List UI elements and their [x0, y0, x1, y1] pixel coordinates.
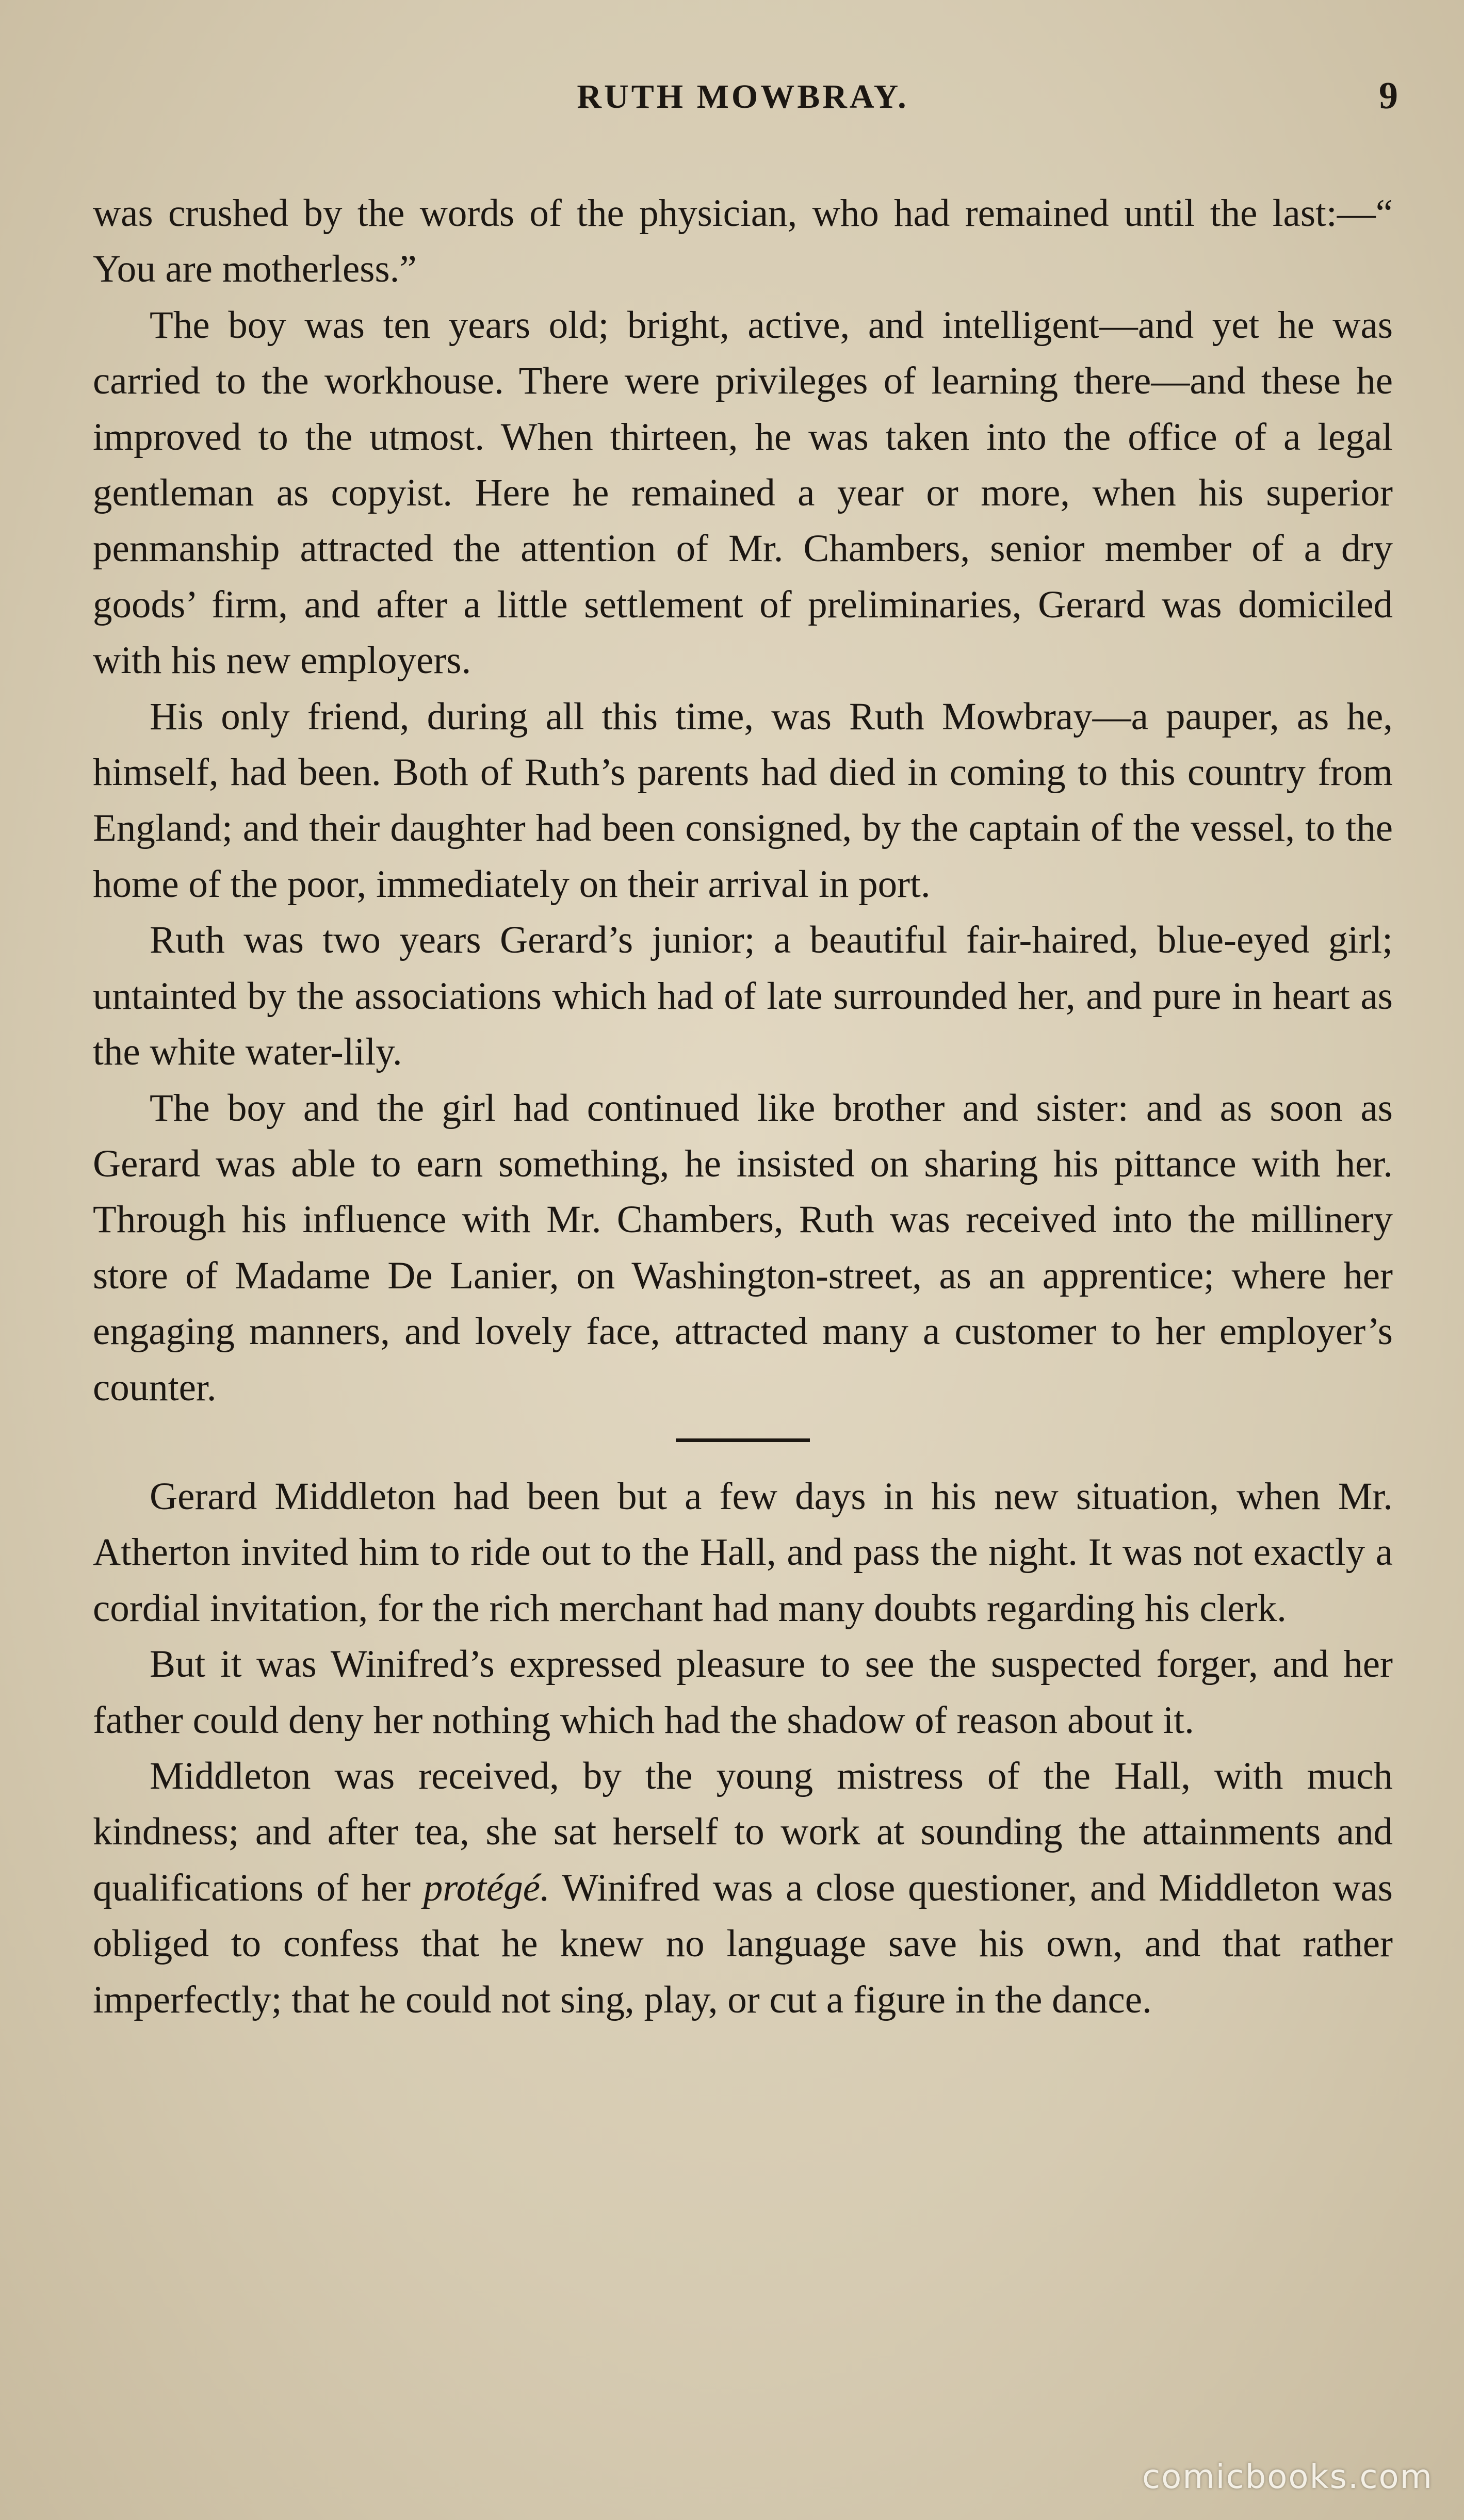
paragraph: was crushed by the words of the physician, who had remained until the last:—“ You are motherless.”: [93, 192, 1393, 291]
paragraph: Ruth was two years Gerard’s junior; a beautiful fair-haired, blue-eyed girl; untainted by the associations which had of late surrounded her, and pure in heart as the white water-lily.: [93, 919, 1393, 1074]
paragraph: [93, 1748, 1393, 2028]
running-title: RUTH MOWBRAY.: [577, 78, 909, 116]
section-divider-rule: [676, 1438, 810, 1442]
paragraph: His only friend, during all this time, was Ruth Mowbray—a pauper, as he, himself, had been. Both of Ruth’s parents had died in coming to this country from England; and their daughter had been consigned, by the captain of the vessel, to the home of the poor, immediately on their arrival in port.: [93, 695, 1393, 906]
paragraph: Gerard Middleton had been but a few days in his new situation, when Mr. Atherton invited him to ride out to the Hall, and pass the night. It was not exactly a cordial invitation, for the rich merchant had many doubts regarding his clerk.: [93, 1475, 1393, 1630]
site-watermark: comicbooks.com: [1142, 2458, 1433, 2496]
paragraph-text: Middleton was received, by the young mistress of the Hall, with much kindness; and after tea, she sat herself to work at sounding the attainments and qualifications of her: [93, 1754, 1393, 1909]
paragraph-text: Winifred was a close questioner, and Middleton was obliged to confess that he knew no language save his own, and that rather imperfectly; that he could not sing, play, or cut a figure in the dance.: [93, 1866, 1393, 2021]
body-text: [93, 186, 1393, 2028]
page-header: [93, 75, 1398, 129]
italic-word: protégé.: [423, 1866, 550, 1909]
paragraph: But it was Winifred’s expressed pleasure to see the suspected forger, and her father could deny her nothing which had the shadow of reason about it.: [93, 1643, 1393, 1742]
page-number: 9: [1379, 75, 1398, 117]
paragraph: The boy was ten years old; bright, active, and intelligent—and yet he was carried to the workhouse. There were privileges of learning there—and these he improved to the utmost. When thirteen, he was taken into the office of a legal gentleman as copyist. Here he remained a year or more, when his superior penmanship attracted the attention of Mr. Chambers, senior member of a dry goods’ firm, and after a little settlement of preliminaries, Gerard was domiciled with his new employers.: [93, 303, 1393, 682]
paragraph: The boy and the girl had continued like brother and sister: and as soon as Gerard was able to earn something, he insisted on sharing his pittance with her. Through his influence with Mr. Chambers, Ruth was received into the millinery store of Madame De Lanier, on Washington-street, as an apprentice; where her engaging manners, and lovely face, attracted many a customer to her employer’s counter.: [93, 1086, 1393, 1409]
